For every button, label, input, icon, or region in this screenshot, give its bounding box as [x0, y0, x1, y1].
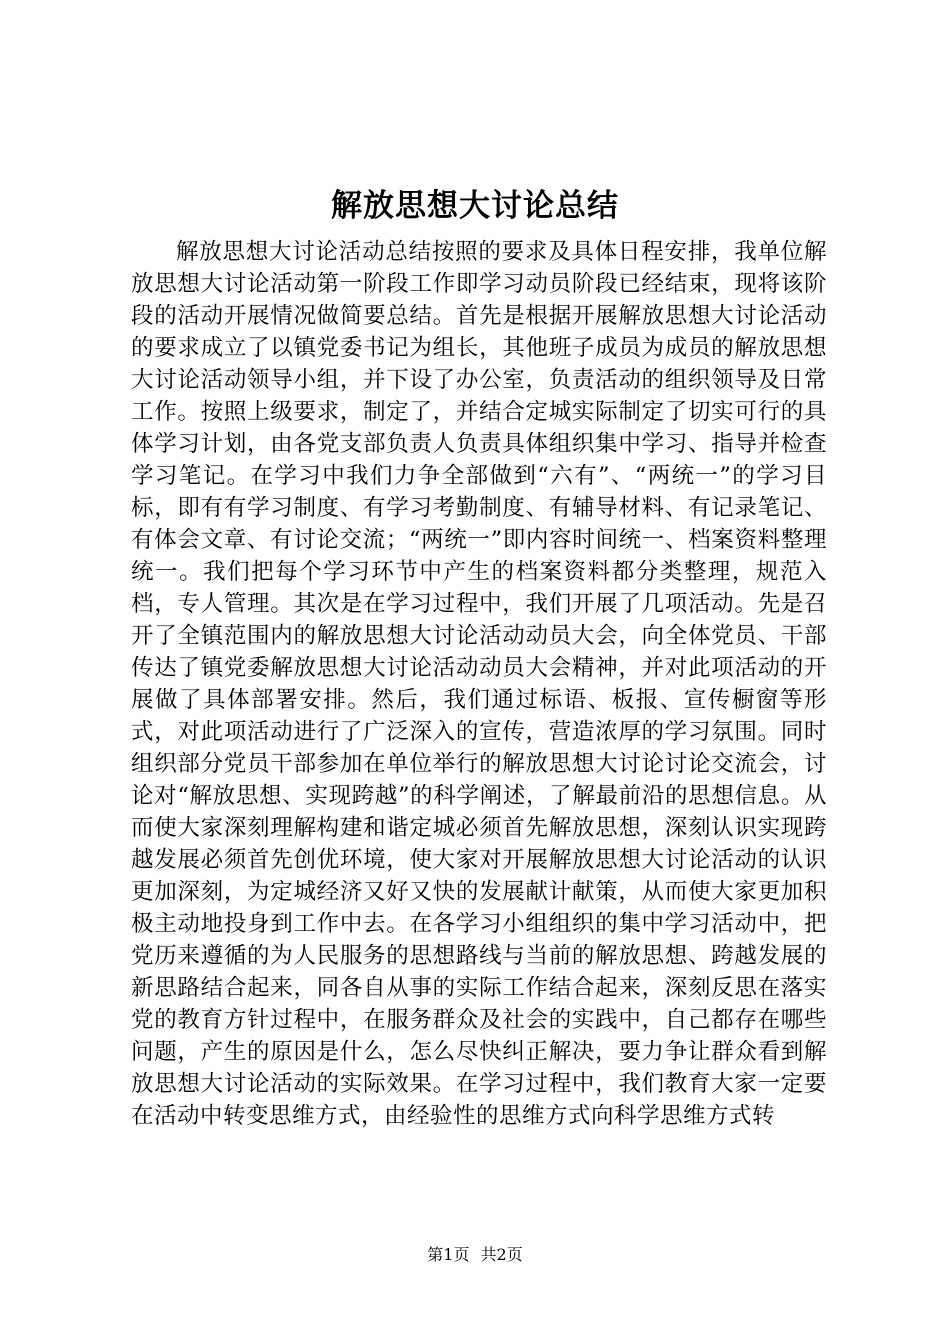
document-body-paragraph: 解放思想大讨论活动总结按照的要求及具体日程安排，我单位解放思想大讨论活动第一阶段工作即学习动员阶段已经结束，现将该阶段的活动开展情况做简要总结。首先是根据开展解放思想大讨论活动的要求成立了以镇党委书记为组长，其他班子成员为成员的解放思想大讨论活动领导小组，并下设了办公室，负责活动的组织领导及日常工作。按照上级要求，制定了，并结合定城实际制定了切实可行的具体学习计划，由各党支部负责人负责具体组织集中学习、指导并检查学习笔记。在学习中我们力争全部做到“六有”、“两统一”的学习目标，即有有学习制度、有学习考勤制度、有辅导材料、有记录笔记、有体会文章、有讨论交流；“两统一”即内容时间统一、档案资料整理统一。我们把每个学习环节中产生的档案资料都分类整理，规范入档，专人管理。其次是在学习过程中，我们开展了几项活动。先是召开了全镇范围内的解放思想大讨论活动动员大会，向全体党员、干部传达了镇党委解放思想大讨论活动动员大会精神，并对此项活动的开展做了具体部署安排。然后，我们通过标语、板报、宣传橱窗等形式，对此项活动进行了广泛深入的宣传，营造浓厚的学习氛围。同时组织部分党员干部参加在单位举行的解放思想大讨论讨论交流会，讨论对“解放思想、实现跨越”的科学阐述，了解最前沿的思想信息。从而使大家深刻理解构建和谐定城必须首先解放思想，深刻认识实现跨越发展必须首先创优环境，使大家对开展解放思想大讨论活动的认识更加深刻，为定城经济又好又快的发展献计献策，从而使大家更加积极主动地投身到工作中去。在各学习小组组织的集中学习活动中，把党历来遵循的为人民服务的思想路线与当前的解放思想、跨越发展的新思路结合起来，同各自从事的实际工作结合起来，深刻反思在落实党的教育方针过程中，在服务群众及社会的实践中，自己都存在哪些问题，产生的原因是什么，怎么尽快纠正解决，要力争让群众看到解放思想大讨论活动的实际效果。在学习过程中，我们教育大家一定要在活动中转变思维方式，由经验性的思维方式向科学思维方式转: [131, 239, 827, 1129]
page-footer: [0, 1244, 950, 1266]
page-total: 共2页: [480, 1245, 523, 1264]
page-number: 第1页: [427, 1245, 470, 1264]
document-title: 解放思想大讨论总结: [331, 188, 619, 224]
